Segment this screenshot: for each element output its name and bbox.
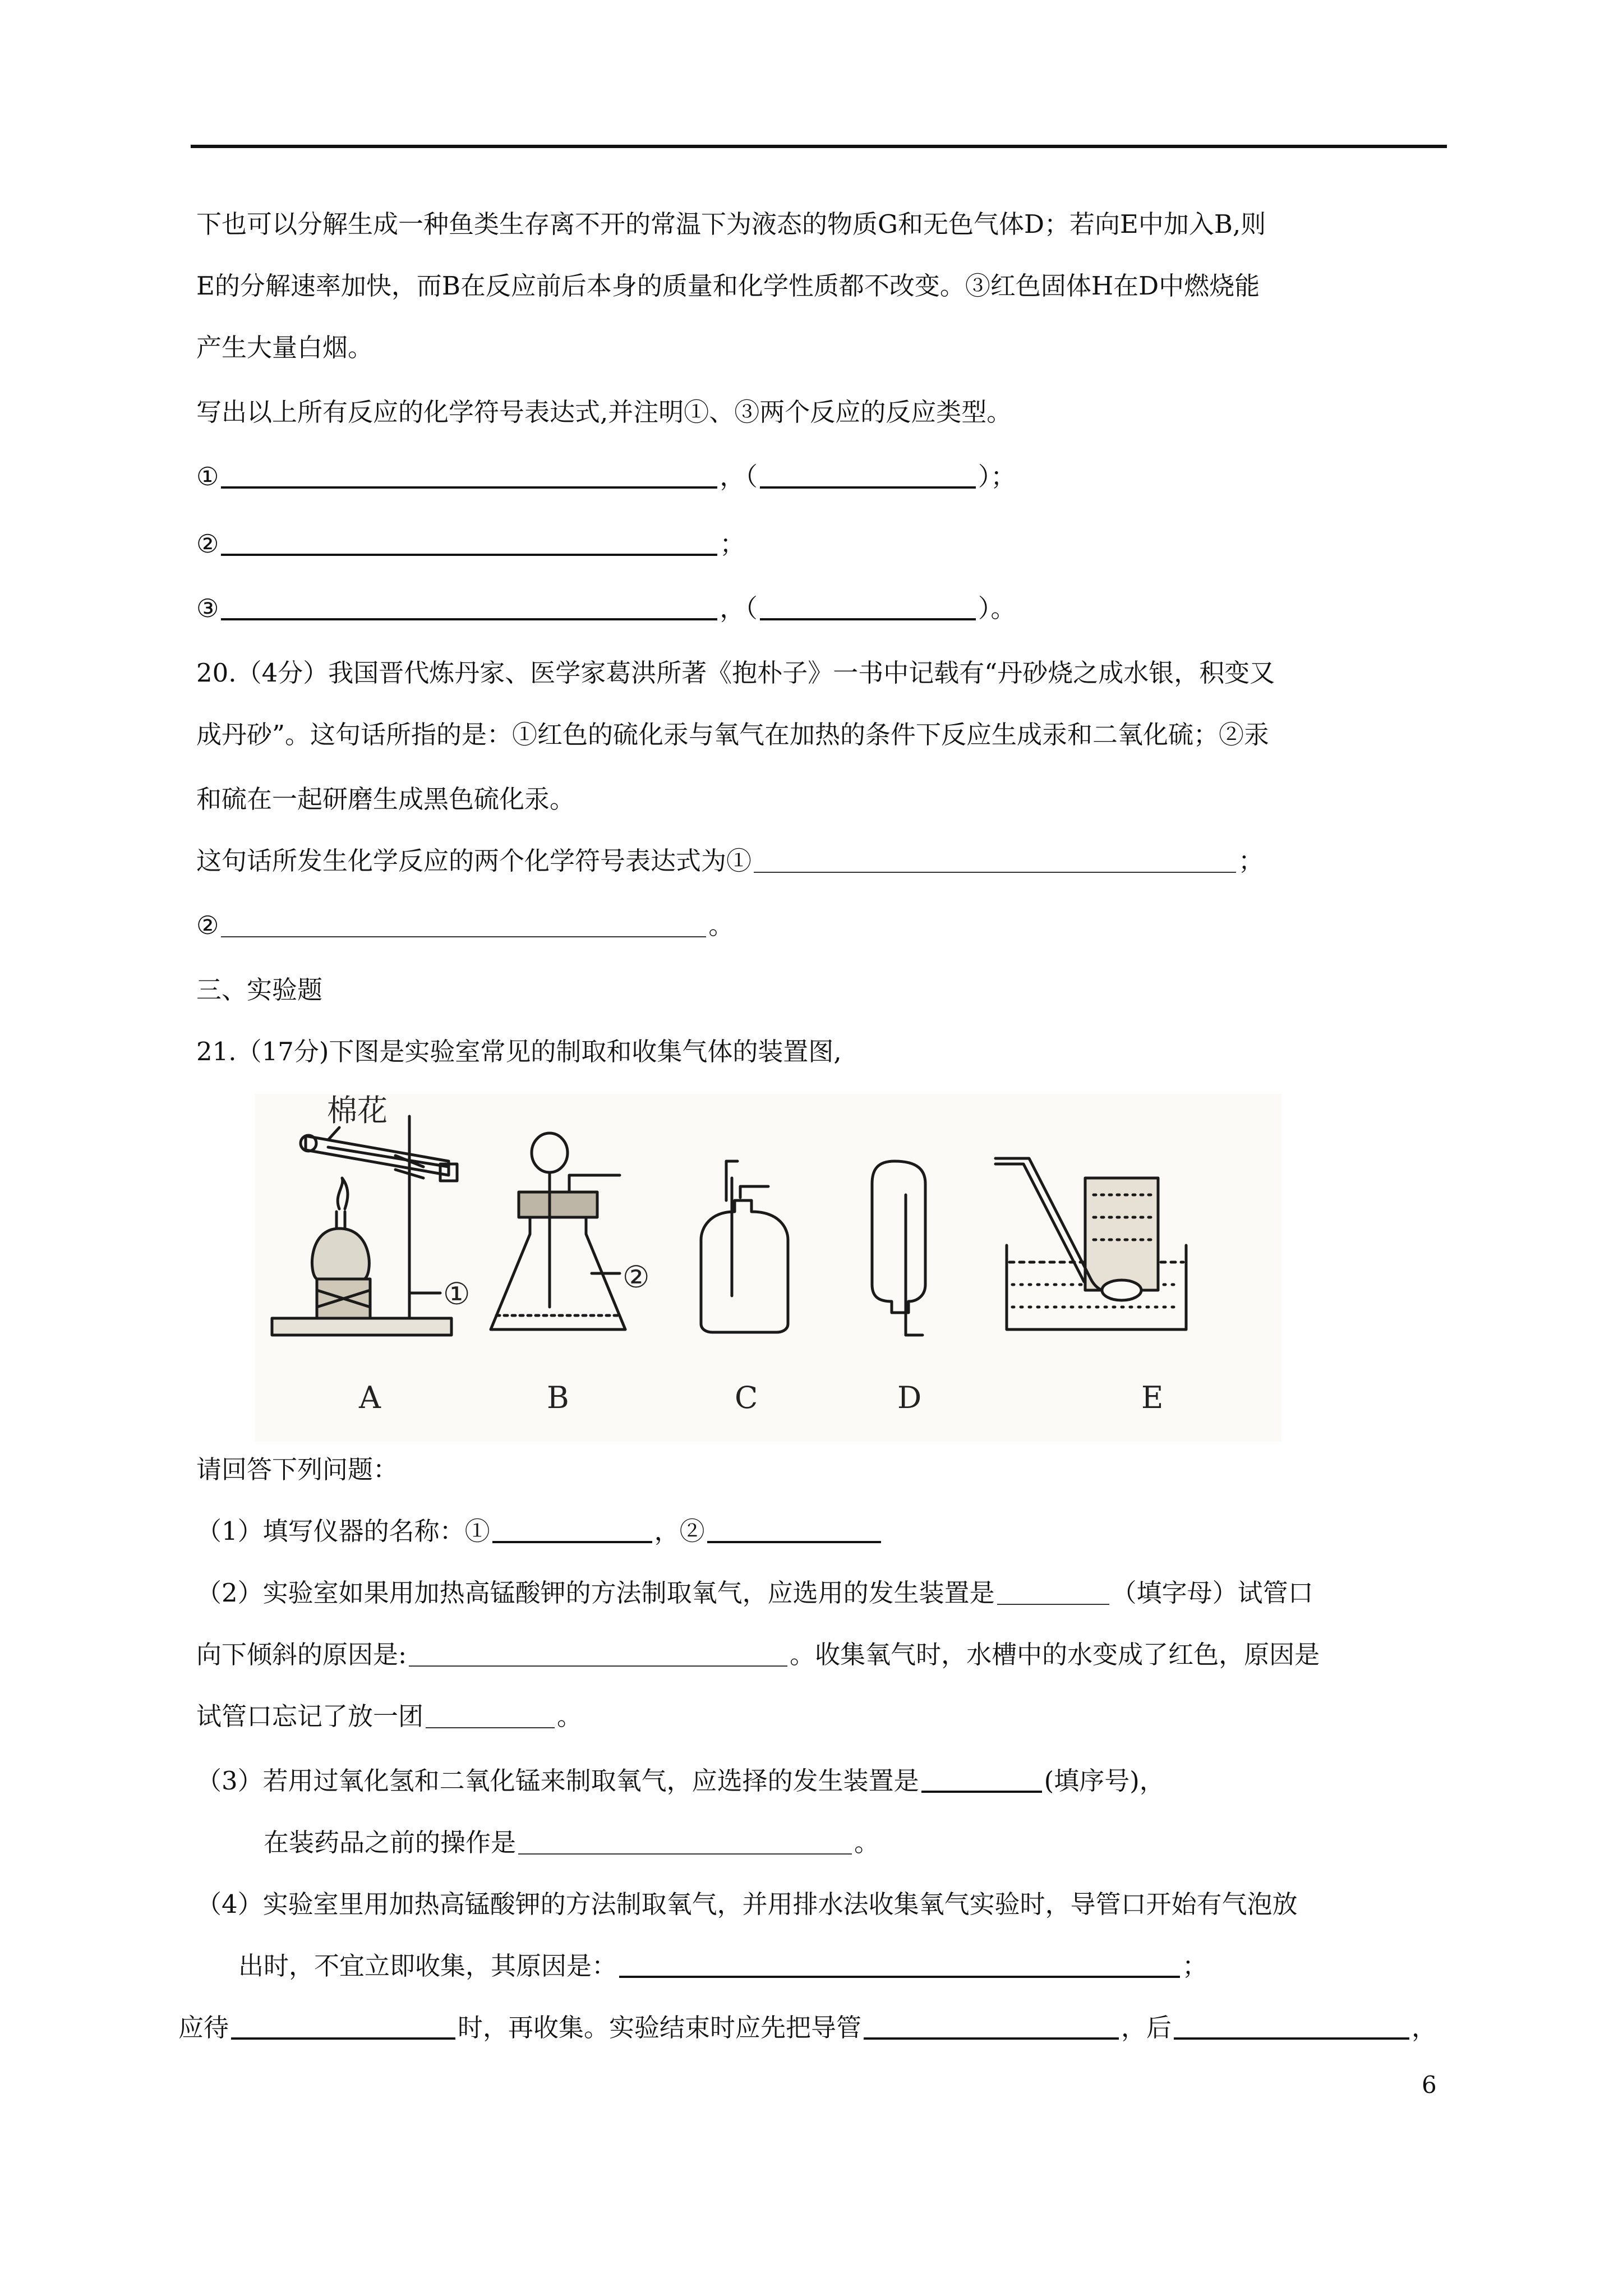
- instrument-2-blank[interactable]: [707, 1541, 881, 1543]
- page-number: 6: [1422, 2071, 1437, 2099]
- answer-2-row: ② ；: [196, 529, 745, 559]
- intro-line-1: 下也可以分解生成一种鱼类生存离不开的常温下为液态的物质G和无色气体D；若向E中加入B,则: [196, 209, 1266, 239]
- header-rule: [191, 145, 1447, 148]
- apparatus-a: [272, 1094, 470, 1335]
- q21-stem: 21.（17分)下图是实验室常见的制取和收集气体的装置图,: [196, 1037, 842, 1066]
- q21-part-2-line-2: 向下倾斜的原因是: 。收集氧气时，水槽中的水变成了红色，原因是: [196, 1640, 1320, 1669]
- first-step-blank[interactable]: [864, 2037, 1119, 2040]
- apparatus-c: [701, 1161, 788, 1332]
- q21-part-1: （1）填写仪器的名称：① ，②: [196, 1515, 883, 1548]
- pre-loading-operation-blank[interactable]: [518, 1853, 852, 1855]
- q21-part-2-line-1: （2）实验室如果用加热高锰酸钾的方法制取氧气，应选用的发生装置是 （填字母）试管口: [196, 1578, 1313, 1608]
- label-b: B: [547, 1380, 569, 1415]
- q20-equation-1-blank[interactable]: [754, 872, 1236, 873]
- tilt-reason-blank[interactable]: [409, 1665, 787, 1667]
- apparatus-d: [872, 1161, 925, 1335]
- apparatus-figure: [255, 1094, 1281, 1442]
- q21-part-2-line-3: 试管口忘记了放一团 。: [196, 1701, 583, 1731]
- answer-1-equation-blank[interactable]: [221, 486, 717, 489]
- generator-letter-blank[interactable]: [997, 1604, 1109, 1605]
- label-c: C: [735, 1380, 758, 1415]
- section-title: 三、实验题: [196, 975, 323, 1005]
- q21-ask: 请回答下列问题：: [196, 1455, 399, 1484]
- q20-line-2: 成丹砂”。这句话所指的是：①红色的硫化汞与氧气在加热的条件下反应生成汞和二氧化硫；②汞: [196, 720, 1270, 749]
- q21-part-4-line-3: 应待 时，再收集。实验结束时应先把导管 ，后 ，: [178, 2013, 1437, 2042]
- answer-1-row: ① ，（ ）；: [196, 462, 1016, 491]
- mark-2: ②: [623, 1259, 650, 1295]
- q20-line-4: 这句话所发生化学反应的两个化学符号表达式为① ；: [196, 846, 1264, 876]
- second-step-blank[interactable]: [1174, 2037, 1409, 2040]
- intro-line-3: 产生大量白烟。: [196, 333, 374, 362]
- answer-2-equation-blank[interactable]: [221, 554, 717, 556]
- h2o2-generator-blank[interactable]: [921, 1791, 1042, 1793]
- intro-instruction: 写出以上所有反应的化学符号表达式,并注明①、③两个反应的反应类型。: [196, 397, 1012, 427]
- cotton-blank[interactable]: [426, 1727, 555, 1728]
- label-d: D: [897, 1380, 922, 1415]
- wait-condition-blank[interactable]: [231, 2037, 455, 2040]
- answer-3-type-blank[interactable]: [760, 618, 976, 620]
- q20-line-5: ② 。: [196, 910, 734, 940]
- q20-line-1: 20.（4分）我国晋代炼丹家、医学家葛洪所著《抱朴子》一书中记载有“丹砂烧之成水银，积变又: [196, 658, 1275, 688]
- answer-3-row: ③ ，（ ）。: [196, 593, 1016, 623]
- q21-part-4-line-1: （4）实验室里用加热高锰酸钾的方法制取氧气，并用排水法收集氧气实验时，导管口开始有气泡放: [196, 1889, 1298, 1919]
- collection-reason-blank[interactable]: [619, 1976, 1180, 1978]
- answer-1-type-blank[interactable]: [760, 486, 976, 489]
- label-a: A: [359, 1380, 381, 1415]
- instrument-1-blank[interactable]: [492, 1541, 652, 1543]
- apparatus-b: [491, 1133, 649, 1329]
- q21-part-3-line-1: （3）若用过氧化氢和二氧化锰来制取氧气，应选择的发生装置是 (填序号)，: [196, 1766, 1165, 1796]
- answer-3-equation-blank[interactable]: [221, 618, 717, 620]
- cotton-label: 棉花: [327, 1094, 388, 1128]
- q20-equation-2-blank[interactable]: [221, 936, 706, 937]
- intro-line-2: E的分解速率加快，而B在反应前后本身的质量和化学性质都不改变。③红色固体H在D中燃烧能: [196, 271, 1260, 301]
- q21-part-4-line-2: 出时，不宜立即收集，其原因是： ；: [238, 1951, 1208, 1981]
- mark-1: ①: [443, 1276, 471, 1312]
- label-e: E: [1141, 1380, 1164, 1415]
- q21-part-3-line-2: 在装药品之前的操作是 。: [264, 1828, 880, 1857]
- apparatus-e: [995, 1158, 1186, 1329]
- q20-line-3: 和硫在一起研磨生成黑色硫化汞。: [196, 784, 575, 814]
